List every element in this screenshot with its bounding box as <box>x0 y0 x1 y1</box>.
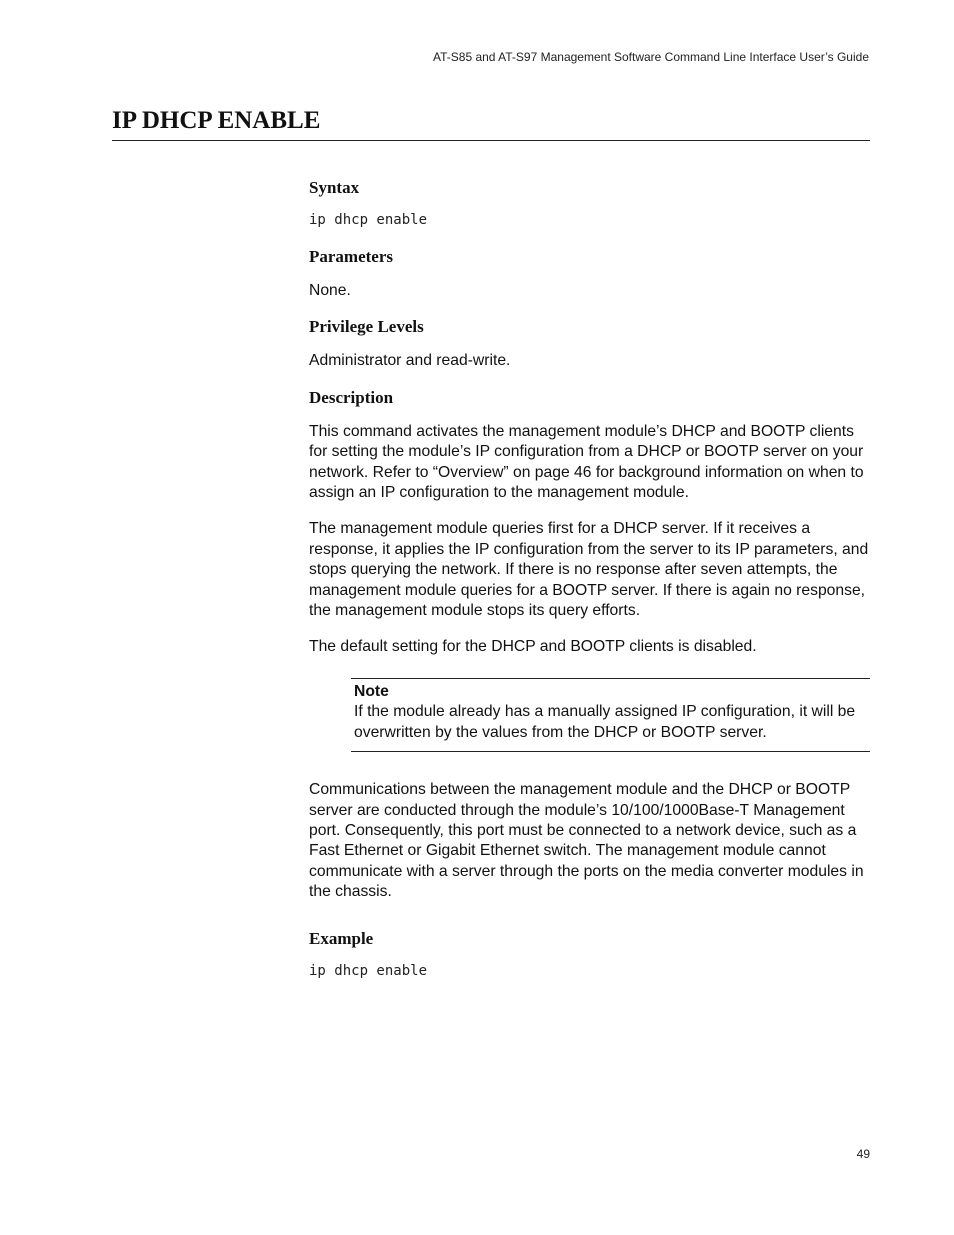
description-paragraph-1: This command activates the management module’s DHCP and BOOTP clients for setting the module’s IP configuration from a DHCP or BOOTP server on your network. Refer to “Overview” on page 46 for background information on when to assign an IP configuration to the management module. <box>309 422 864 502</box>
page-title: IP DHCP ENABLE <box>112 107 321 134</box>
description-paragraph-4: Communications between the management module and the DHCP or BOOTP server are conducted through the module’s 10/100/1000Base-T Management port. Consequently, this port must be connected to a network device, such as a Fast Ethernet or Gigabit Ethernet switch. The management module cannot communicate with a server through the ports on the media converter modules in the chassis. <box>309 781 864 901</box>
main-content <box>309 178 870 998</box>
note-heading: Note <box>354 682 389 700</box>
note-text: If the module already has a manually assigned IP configuration, it will be overwritten by the values from the DHCP or BOOTP server. <box>354 703 856 741</box>
example-heading: Example <box>309 928 374 948</box>
example-section <box>309 929 870 979</box>
description-paragraph-2: The management module queries first for a DHCP server. If it receives a response, it applies the IP configuration from the server to its IP parameters, and stops querying the network. If there is no response after seven attempts, the management module queries for a BOOTP server. If there is again no response, the management module stops its query efforts. <box>309 520 869 620</box>
running-header: AT-S85 and AT-S97 Management Software Command Line Interface User’s Guide <box>432 50 869 64</box>
description-section <box>309 388 870 903</box>
page-number: 49 <box>856 1147 870 1161</box>
privilege-heading: Privilege Levels <box>309 317 424 337</box>
note-box <box>351 678 870 752</box>
syntax-heading: Syntax <box>309 178 360 197</box>
description-paragraph-3: The default setting for the DHCP and BOOTP clients is disabled. <box>309 638 757 656</box>
privilege-text: Administrator and read-write. <box>309 352 511 370</box>
syntax-code: ip dhcp enable <box>309 212 428 228</box>
privilege-section <box>309 317 870 371</box>
parameters-text: None. <box>309 282 351 299</box>
description-heading: Description <box>309 387 394 407</box>
parameters-heading: Parameters <box>309 247 394 266</box>
example-code: ip dhcp enable <box>309 962 428 979</box>
title-divider <box>112 140 870 141</box>
syntax-section <box>309 178 870 228</box>
parameters-section <box>309 247 870 301</box>
